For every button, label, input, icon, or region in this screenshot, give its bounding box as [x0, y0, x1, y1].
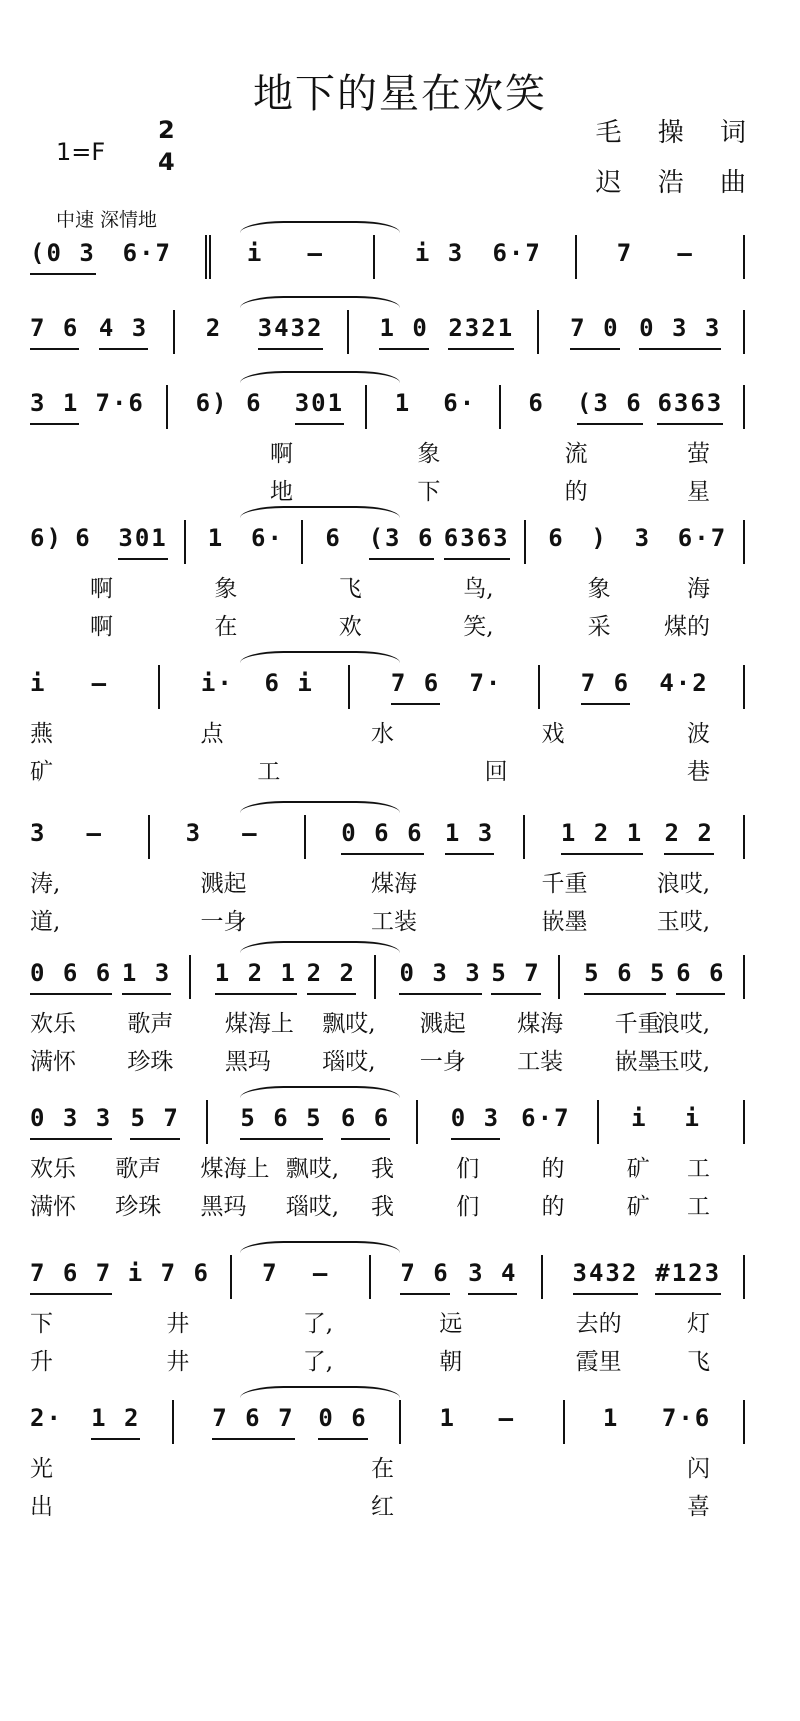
lyric-word: 下 [30, 1311, 53, 1337]
lyric-word: 象 [214, 576, 238, 602]
barline [575, 235, 577, 279]
barline [148, 815, 150, 859]
note-group: 7 6 [581, 669, 630, 697]
beam-underline [655, 1293, 721, 1295]
barline [563, 1400, 565, 1444]
lyric-word: 飘哎, [322, 1011, 376, 1037]
beam-underline [657, 423, 723, 425]
lyric-word: 煤海上 [200, 1156, 270, 1182]
lyric-word: 我 [371, 1156, 394, 1182]
note-group: 3 [30, 819, 47, 847]
note-group: 1 [207, 524, 225, 552]
lyric-word: 嵌墨 [541, 909, 588, 935]
beam-underline [400, 1293, 449, 1295]
beam-underline [570, 348, 619, 350]
beam-underline [379, 348, 428, 350]
lyric-word: 玉哎, [656, 909, 710, 935]
note-group: 1 [439, 1404, 456, 1432]
note-group: 2 2 [664, 819, 713, 847]
beam-underline [448, 348, 514, 350]
barline [369, 1255, 371, 1299]
lyric-word: 煤的 [664, 614, 710, 640]
note-group: 1 [602, 1404, 620, 1432]
note-group: 0 6 [318, 1404, 367, 1432]
beam-underline [318, 1438, 367, 1440]
barline [558, 955, 560, 999]
lyric-word: 朝 [439, 1349, 463, 1375]
note-group: (3 6 [369, 524, 435, 552]
beam-underline [130, 1138, 179, 1140]
note-group: 6·7 [521, 1104, 571, 1132]
note-group: 6·7 [122, 239, 172, 267]
note-group: i 7 6 [127, 1259, 210, 1287]
barline [523, 815, 525, 859]
barline [538, 665, 540, 709]
note-group: 1 3 [122, 959, 171, 987]
note-group: (0 3 [30, 239, 96, 267]
lyric-line [0, 1043, 760, 1073]
lyric-word: 回 [484, 759, 508, 785]
lyric-word: 喜 [687, 1494, 710, 1520]
note-group: 5 6 5 [584, 959, 666, 987]
lyric-word: 工装 [371, 909, 417, 935]
beam-underline [30, 1293, 112, 1295]
lyric-word: 嵌墨 [614, 1049, 661, 1075]
barline [537, 310, 539, 354]
lyric-line [0, 753, 760, 783]
note-group: 2321 [448, 314, 514, 342]
lyric-line [0, 1188, 760, 1218]
beam-underline [341, 853, 423, 855]
barline [743, 665, 745, 709]
lyric-word: 井 [166, 1311, 190, 1337]
note-group: — [307, 239, 324, 267]
note-group: i [684, 1104, 701, 1132]
barline [166, 385, 168, 429]
lyric-line [0, 865, 760, 895]
lyric-word: 在 [214, 614, 238, 640]
barline [348, 665, 350, 709]
note-group: 6 [528, 389, 545, 417]
lyric-word: 井 [166, 1349, 190, 1375]
slur-arc [240, 1386, 400, 1398]
lyric-word: 啊 [90, 576, 113, 602]
note-group: 7· [469, 669, 503, 697]
note-group: 5 6 5 [240, 1104, 322, 1132]
note-group: — [91, 669, 109, 697]
note-group: i 3 [414, 239, 465, 267]
time-signature-bottom: 4 [158, 148, 175, 176]
note-group: 0 3 3 [30, 1104, 112, 1132]
lyric-line [0, 473, 760, 503]
lyric-word: 去的 [575, 1311, 622, 1337]
slur-arc [240, 941, 400, 953]
slur-arc [240, 221, 400, 233]
note-group: 7·6 [95, 389, 145, 417]
note-group: #123 [655, 1259, 721, 1287]
note-group: 6 i [264, 669, 314, 697]
beam-underline [341, 1138, 390, 1140]
time-signature-top: 2 [158, 116, 175, 144]
barline [597, 1100, 599, 1144]
note-group: 7 6 [391, 669, 440, 697]
barline [158, 665, 160, 709]
note-group: 3 [185, 819, 203, 847]
note-group: 6 6 [341, 1104, 390, 1132]
lyric-word: 欢乐 [30, 1011, 76, 1037]
beam-underline [295, 423, 344, 425]
barline [541, 1255, 543, 1299]
note-group: 301 [295, 389, 344, 417]
lyric-line [0, 1343, 760, 1373]
note-group: 6 6 [676, 959, 725, 987]
beam-underline [122, 993, 171, 995]
lyric-word: 满怀 [30, 1049, 76, 1075]
beam-underline [258, 348, 324, 350]
barline [399, 1400, 401, 1444]
lyric-word: 们 [456, 1156, 480, 1182]
beam-underline [581, 703, 630, 705]
note-group: i [631, 1104, 648, 1132]
lyric-line [0, 570, 760, 600]
beam-underline [91, 1438, 140, 1440]
slur-arc [240, 371, 400, 383]
note-group: 7 0 [570, 314, 619, 342]
note-group: 7 6 [400, 1259, 449, 1287]
note-group: 4 3 [99, 314, 148, 342]
lyric-word: 远 [439, 1311, 463, 1337]
lyric-line [0, 1005, 760, 1035]
lyric-word: 千重 [614, 1011, 661, 1037]
lyric-word: 飘哎, [285, 1156, 340, 1182]
lyric-word: 升 [30, 1349, 53, 1375]
lyric-word: 笑, [463, 614, 494, 640]
barline [743, 520, 745, 564]
lyric-word: 下 [417, 479, 441, 505]
lyric-word: 流 [564, 441, 588, 467]
note-group: 6 [325, 524, 342, 552]
beam-underline [30, 993, 112, 995]
barline [524, 520, 526, 564]
lyric-word: 戏 [541, 721, 565, 747]
beam-underline [118, 558, 167, 560]
barline [743, 310, 745, 354]
beam-underline [639, 348, 721, 350]
lyric-word: 矿 [626, 1156, 650, 1182]
note-group: 0 3 [451, 1104, 500, 1132]
barline [173, 310, 175, 354]
lyric-word: 灯 [687, 1311, 710, 1337]
note-group: 6363 [657, 389, 723, 417]
lyricist-credit: 毛 操 词 [595, 118, 760, 148]
beam-underline [30, 423, 79, 425]
note-group: 3 4 [468, 1259, 517, 1287]
barline [209, 235, 211, 279]
note-group: 3432 [573, 1259, 639, 1287]
note-group: 7 [616, 239, 634, 267]
lyric-line [0, 1150, 760, 1180]
note-group: 3 [634, 524, 652, 552]
barline [416, 1100, 418, 1144]
note-group: 7 [262, 1259, 279, 1287]
slur-arc [240, 1086, 400, 1098]
note-group: — [498, 1404, 516, 1432]
lyric-word: 鸟, [463, 576, 494, 602]
lyric-line [0, 1488, 760, 1518]
note-group: i [30, 669, 47, 697]
key-signature: 1=F [56, 138, 106, 166]
barline [743, 955, 745, 999]
lyric-word: 霞里 [575, 1349, 622, 1375]
note-group: 2 [205, 314, 223, 342]
lyric-word: 满怀 [30, 1194, 76, 1220]
note-group: 1 0 [379, 314, 428, 342]
beam-underline [561, 853, 643, 855]
lyric-word: 煤海 [517, 1011, 564, 1037]
barline [743, 1255, 745, 1299]
note-group: 6· [251, 524, 284, 552]
note-group: 6·7 [677, 524, 728, 552]
lyric-word: 我 [371, 1194, 394, 1220]
lyric-word: 在 [371, 1456, 394, 1482]
lyric-word: 浪哎, [656, 871, 710, 897]
lyric-word: 波 [687, 721, 710, 747]
lyric-line [0, 435, 760, 465]
note-group: 1 [394, 389, 412, 417]
barline [172, 1400, 174, 1444]
lyric-word: 红 [371, 1494, 394, 1520]
note-group: 1 3 [445, 819, 494, 847]
barline [189, 955, 191, 999]
lyric-line [0, 903, 760, 933]
beam-underline [577, 423, 643, 425]
lyric-word: 工 [257, 759, 281, 785]
note-group: 6) [195, 389, 229, 417]
lyric-word: 黑玛 [200, 1194, 247, 1220]
beam-underline [99, 348, 148, 350]
lyric-word: 千重 [541, 871, 588, 897]
lyric-word: 工 [687, 1156, 710, 1182]
lyric-word: 海 [687, 576, 710, 602]
lyric-word: 玉哎, [656, 1049, 710, 1075]
note-group: — [677, 239, 694, 267]
note-group: 0 3 3 [399, 959, 481, 987]
note-group: 1 2 [91, 1404, 140, 1432]
beam-underline [573, 1293, 639, 1295]
lyric-word: 闪 [687, 1456, 710, 1482]
lyric-line [0, 715, 760, 745]
slur-arc [240, 296, 400, 308]
lyric-word: 象 [417, 441, 441, 467]
beam-underline [215, 993, 297, 995]
slur-arc [240, 651, 400, 663]
beam-underline [30, 273, 96, 275]
lyric-word: 瑙哎, [322, 1049, 376, 1075]
lyric-word: 工 [687, 1194, 710, 1220]
lyric-line [0, 1450, 760, 1480]
lyric-word: 象 [587, 576, 611, 602]
beam-underline [369, 558, 435, 560]
barline [347, 310, 349, 354]
note-group: 6 [246, 389, 263, 417]
lyric-word: 飞 [687, 1349, 710, 1375]
barline [499, 385, 501, 429]
note-group: — [86, 819, 103, 847]
lyric-word: 黑玛 [224, 1049, 271, 1075]
beam-underline [212, 1438, 294, 1440]
slur-arc [240, 801, 400, 813]
note-group: 0 6 6 [341, 819, 423, 847]
lyric-word: 出 [30, 1494, 53, 1520]
lyric-word: 星 [687, 479, 710, 505]
barline [365, 385, 367, 429]
lyric-word: 巷 [687, 759, 710, 785]
note-group: 7 6 7 [30, 1259, 112, 1287]
lyric-word: 歌声 [127, 1011, 174, 1037]
note-group: 1 2 1 [561, 819, 643, 847]
beam-underline [399, 993, 481, 995]
lyric-word: 了, [302, 1349, 334, 1375]
lyric-word: 瑙哎, [285, 1194, 340, 1220]
note-group: 5 7 [130, 1104, 179, 1132]
lyric-word: 溅起 [200, 871, 247, 897]
lyric-word: 点 [200, 721, 224, 747]
note-group: 0 6 6 [30, 959, 112, 987]
note-group: ) [591, 524, 608, 552]
note-group: — [312, 1259, 330, 1287]
note-group: 6· [443, 389, 477, 417]
slur-arc [240, 506, 400, 518]
lyric-word: 一身 [200, 909, 247, 935]
note-group: 6·7 [492, 239, 542, 267]
beam-underline [30, 1138, 112, 1140]
tempo-marking: 中速 深情地 [56, 209, 158, 231]
beam-underline [451, 1138, 500, 1140]
barline [374, 955, 376, 999]
lyric-word: 工装 [517, 1049, 564, 1075]
lyric-word: 欢乐 [30, 1156, 76, 1182]
lyric-line [0, 608, 760, 638]
note-group: 301 [118, 524, 167, 552]
note-group: 6 [548, 524, 565, 552]
note-group: i· [200, 669, 234, 697]
beam-underline [307, 993, 356, 995]
lyric-word: 光 [30, 1456, 53, 1482]
beam-underline [584, 993, 666, 995]
lyric-word: 的 [541, 1156, 565, 1182]
barline [743, 1400, 745, 1444]
barline [206, 1100, 208, 1144]
lyric-word: 矿 [626, 1194, 650, 1220]
lyric-word: 珍珠 [115, 1194, 162, 1220]
lyric-word: 采 [587, 614, 611, 640]
beam-underline [444, 558, 510, 560]
note-group: 7·6 [661, 1404, 712, 1432]
note-group: 6 [75, 524, 92, 552]
note-group: 6363 [444, 524, 510, 552]
beam-underline [30, 348, 79, 350]
note-group: (3 6 [577, 389, 643, 417]
lyric-word: 们 [456, 1194, 480, 1220]
barline [301, 520, 303, 564]
note-group: 6) [30, 524, 63, 552]
barline [184, 520, 186, 564]
composer-credit: 迟 浩 曲 [595, 168, 760, 198]
beam-underline [391, 703, 440, 705]
barline [205, 235, 207, 279]
lyric-word: 水 [371, 721, 394, 747]
lyric-word: 的 [564, 479, 588, 505]
note-group: 1 2 1 [215, 959, 297, 987]
beam-underline [676, 993, 725, 995]
note-group: 0 3 3 [639, 314, 721, 342]
beam-underline [445, 853, 494, 855]
lyric-word: 萤 [687, 441, 710, 467]
note-group: 2 2 [307, 959, 356, 987]
note-group: — [242, 819, 259, 847]
note-group: i [246, 239, 264, 267]
barline [743, 385, 745, 429]
lyric-word: 煤海 [371, 871, 417, 897]
lyric-line [0, 1305, 760, 1335]
lyric-word: 溅起 [419, 1011, 466, 1037]
lyric-word: 欢 [338, 614, 362, 640]
barline [743, 235, 745, 279]
barline [743, 1100, 745, 1144]
note-group: 2· [30, 1404, 63, 1432]
note-group: 5 7 [491, 959, 540, 987]
barline [743, 815, 745, 859]
lyric-word: 了, [302, 1311, 334, 1337]
lyric-word: 珍珠 [127, 1049, 174, 1075]
note-group: 3 1 [30, 389, 79, 417]
beam-underline [468, 1293, 517, 1295]
lyric-word: 的 [541, 1194, 565, 1220]
note-group: 7 6 [30, 314, 79, 342]
lyric-word: 歌声 [115, 1156, 162, 1182]
lyric-word: 矿 [30, 759, 53, 785]
lyric-word: 煤海上 [224, 1011, 294, 1037]
lyric-word: 飞 [338, 576, 362, 602]
note-group: 4·2 [659, 669, 709, 697]
lyric-word: 道, [30, 909, 61, 935]
lyric-word: 地 [270, 479, 293, 505]
song-title: 地下的星在欢笑 [253, 71, 547, 117]
lyric-word: 啊 [90, 614, 113, 640]
barline [304, 815, 306, 859]
beam-underline [664, 853, 713, 855]
lyric-word: 一身 [419, 1049, 466, 1075]
beam-underline [491, 993, 540, 995]
barline [373, 235, 375, 279]
lyric-word: 浪哎, [656, 1011, 710, 1037]
note-group: 7 6 7 [212, 1404, 294, 1432]
slur-arc [240, 1241, 400, 1253]
barline [230, 1255, 232, 1299]
lyric-word: 啊 [270, 441, 293, 467]
note-group: 3432 [258, 314, 324, 342]
beam-underline [240, 1138, 322, 1140]
lyric-word: 燕 [30, 721, 53, 747]
lyric-word: 涛, [30, 871, 61, 897]
